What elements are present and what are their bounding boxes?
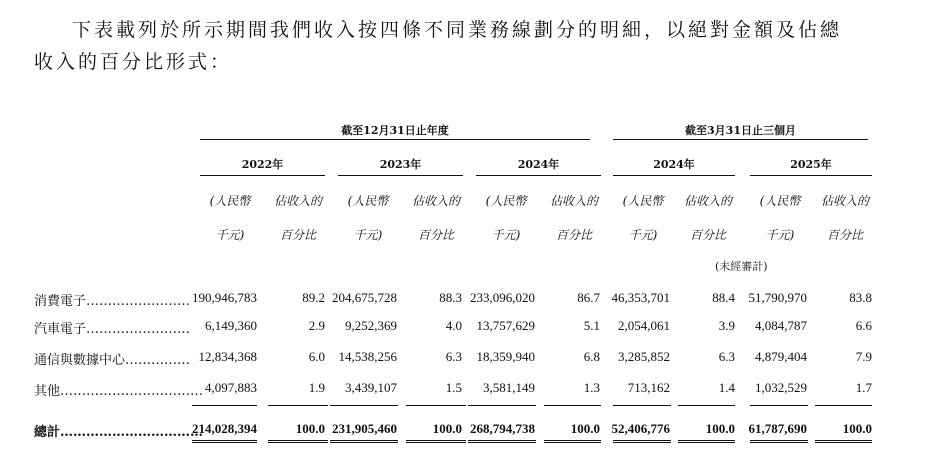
total-cell: 268,794,738 [470,421,535,436]
total-top-rule [678,405,735,406]
row-label: 通信與數據中心…………… [34,353,191,368]
total-cell: 100.0 [432,421,462,436]
table-cell: 1.9 [308,380,325,395]
total-top-rule [330,405,398,406]
table-cell: 7.9 [855,349,872,364]
table-cell: 86.7 [577,290,600,305]
total-bottom-rule [468,440,536,443]
unit-pct-header: 佔收入的 百分比 [273,194,322,242]
total-cell: 100.0 [295,421,325,436]
total-top-rule [750,405,808,406]
year-rule [200,175,325,176]
total-bottom-rule [192,440,257,443]
intro-line-1: 下表載列於所示期間我們收入按四條不同業務線劃分的明細，以絕對金額及佔總 [72,19,843,41]
total-label: 總計…………………………… [34,425,204,440]
total-top-rule [406,405,466,406]
total-top-rule [815,405,872,406]
table-cell: 1.5 [445,380,462,395]
unit-amount-header: (人民幣 千元) [759,194,801,242]
table-cell: 46,353,701 [611,290,670,305]
table-cell: 3,285,852 [618,349,670,364]
year-rule [338,175,463,176]
total-cell: 100.0 [705,421,735,436]
total-cell: 52,406,776 [611,421,670,436]
table-cell: 3.9 [718,318,735,333]
total-bottom-rule [268,440,328,443]
table-cell: 5.1 [583,318,600,333]
table-cell: 3,439,107 [345,380,397,395]
total-bottom-rule [544,440,601,443]
table-cell: 1.4 [718,380,735,395]
group-rule-quarter [613,139,868,140]
total-bottom-rule [678,440,735,443]
table-cell: 4.0 [445,318,462,333]
table-cell: 89.2 [302,290,325,305]
year-header: 2024年 [653,158,695,171]
row-label: 其他…………………………… [34,384,204,399]
table-cell: 88.3 [439,290,462,305]
table-cell: 6.3 [718,349,735,364]
table-cell: 14,538,256 [338,349,397,364]
table-cell: 4,097,883 [205,380,257,395]
intro-paragraph [34,14,934,78]
table-cell: 6.3 [445,349,462,364]
table-cell: 4,879,404 [755,349,807,364]
row-label: 汽車電子…………………… [34,322,191,337]
unaudited-note: (未經審計) [715,260,768,273]
total-top-rule [192,405,257,406]
unit-pct-header: 佔收入的 百分比 [683,194,732,242]
unit-pct-header: 佔收入的 百分比 [411,194,460,242]
table-cell: 83.8 [849,290,872,305]
table-cell: 51,790,970 [748,290,807,305]
table-cell: 2.9 [308,318,325,333]
year-header: 2024年 [517,158,560,171]
table-cell: 13,757,629 [476,318,535,333]
table-cell: 1.7 [855,380,872,395]
unit-amount-header: (人民幣 千元) [209,194,251,242]
table-cell: 12,834,368 [198,349,257,364]
total-cell: 231,905,460 [332,421,397,436]
table-cell: 2,054,061 [618,318,670,333]
year-header: 2023年 [379,158,422,171]
total-top-rule [613,405,671,406]
group-header-year: 截至12月31日止年度 [341,124,449,137]
total-bottom-rule [406,440,466,443]
row-label: 消費電子…………………… [34,294,191,309]
table-cell: 9,252,369 [345,318,397,333]
table-cell: 233,096,020 [470,290,535,305]
intro-line-2: 收入的百分比形式： [34,51,233,73]
unit-pct-header: 佔收入的 百分比 [820,194,869,242]
table-cell: 88.4 [712,290,735,305]
year-rule [750,175,872,176]
total-cell: 214,028,394 [192,421,257,436]
total-bottom-rule [815,440,872,443]
year-rule [476,175,601,176]
table-cell: 204,675,728 [332,290,397,305]
unit-amount-header: (人民幣 千元) [347,194,389,242]
unit-pct-header: 佔收入的 百分比 [549,194,598,242]
total-bottom-rule [750,440,808,443]
total-cell: 100.0 [842,421,872,436]
total-top-rule [544,405,601,406]
table-cell: 1,032,529 [755,380,807,395]
year-header: 2025年 [790,158,832,171]
total-bottom-rule [613,440,671,443]
total-cell: 100.0 [570,421,600,436]
total-cell: 61,787,690 [748,421,807,436]
group-header-quarter: 截至3月31日止三個月 [685,124,796,137]
group-rule-year [200,139,590,140]
table-cell: 3,581,149 [483,380,535,395]
table-cell: 6.0 [308,349,325,364]
unit-amount-header: (人民幣 千元) [622,194,664,242]
unit-amount-header: (人民幣 千元) [485,194,527,242]
table-cell: 713,162 [627,380,670,395]
total-top-rule [468,405,536,406]
table-cell: 190,946,783 [192,290,257,305]
year-rule [613,175,735,176]
table-cell: 6.6 [855,318,872,333]
table-cell: 6.8 [583,349,600,364]
year-header: 2022年 [241,158,284,171]
table-cell: 6,149,360 [205,318,257,333]
total-top-rule [268,405,328,406]
table-cell: 18,359,940 [476,349,535,364]
table-cell: 4,084,787 [755,318,807,333]
total-bottom-rule [330,440,398,443]
table-cell: 1.3 [583,380,600,395]
